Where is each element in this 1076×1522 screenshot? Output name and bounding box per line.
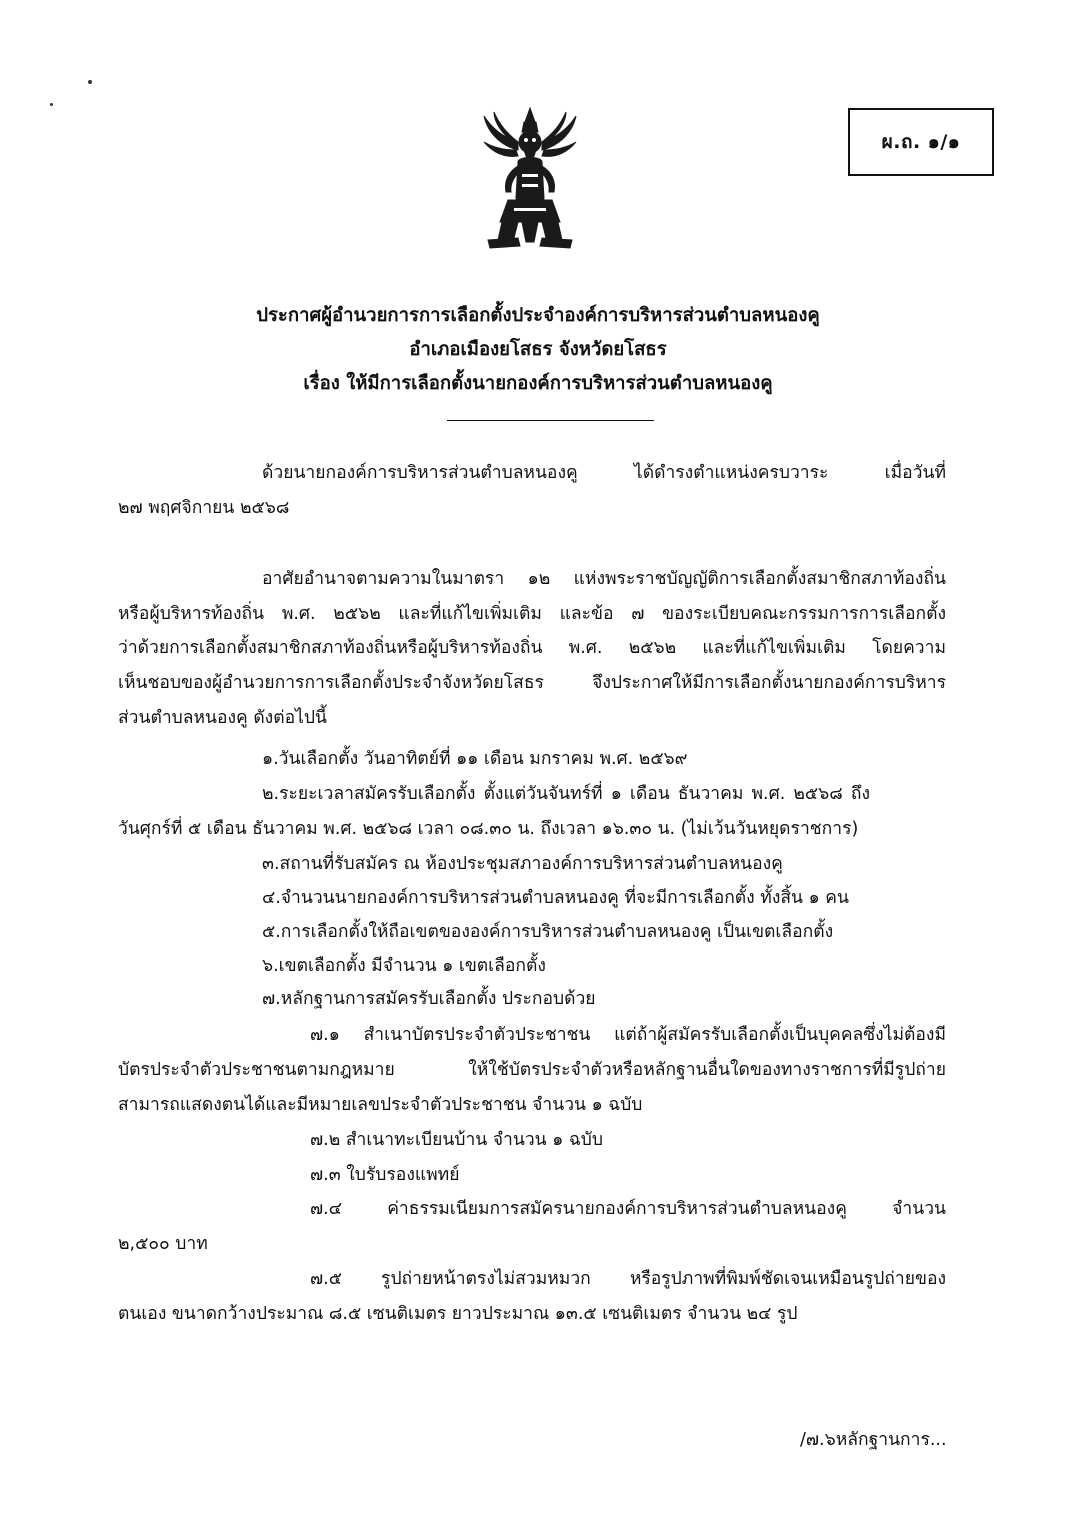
item-2-line-2: วันศุกร์ที่ ๕ เดือน ธันวาคม พ.ศ. ๒๕๖๘ เวลา ๐๘.๓๐ น. ถึงเวลา ๑๖.๓๐ น. (ไม่เว้นวันหยุดราชการ): [118, 819, 859, 839]
paragraph-2-line-4: เห็นชอบของผู้อำนวยการการเลือกตั้งประจำจังหวัดยโสธร จึงประกาศให้มีการเลือกตั้งนายกองค์การบริหาร: [118, 673, 946, 693]
title-line-3: เรื่อง ให้มีการเลือกตั้งนายกองค์การบริหารส่วนตำบลหนองคู: [303, 373, 773, 394]
form-code: ผ.ถ. ๑/๑: [881, 131, 961, 153]
title-line-1: ประกาศผู้อำนวยการการเลือกตั้งประจำองค์การบริหารส่วนตำบลหนองคู: [256, 305, 820, 326]
item-1: ๑.วันเลือกตั้ง วันอาทิตย์ที่ ๑๑ เดือน มกราคม พ.ศ. ๒๕๖๙: [262, 749, 688, 769]
sub-item-7-4-line-1: ๗.๔ ค่าธรรมเนียมการสมัครนายกองค์การบริหารส่วนตำบลหนองคู จำนวน: [310, 1199, 946, 1219]
garuda-emblem: [478, 106, 582, 252]
title-line-2: อำเภอเมืองยโสธร จังหวัดยโสธร: [409, 339, 667, 360]
item-6: ๖.เขตเลือกตั้ง มีจำนวน ๑ เขตเลือกตั้ง: [262, 956, 546, 976]
scan-speck: [50, 103, 53, 106]
item-5: ๕.การเลือกตั้งให้ถือเขตขององค์การบริหารส่วนตำบลหนองคู เป็นเขตเลือกตั้ง: [262, 922, 834, 942]
continuation-note: /๗.๖หลักฐานการ...: [800, 1430, 947, 1450]
paragraph-2-line-5: ส่วนตำบลหนองคู ดังต่อไปนี้: [118, 708, 327, 728]
sub-item-7-4-line-2: ๒,๕๐๐ บาท: [118, 1234, 208, 1254]
title-divider: [447, 420, 654, 421]
item-7: ๗.หลักฐานการสมัครรับเลือกตั้ง ประกอบด้วย: [262, 989, 596, 1009]
sub-item-7-1-line-2: บัตรประจำตัวประชาชนตามกฎหมาย ให้ใช้บัตรประจำตัวหรือหลักฐานอื่นใดของทางราชการที่มีรูปถ่าย: [118, 1060, 946, 1080]
paragraph-1-line-2: ๒๗ พฤศจิกายน ๒๕๖๘: [118, 498, 290, 518]
item-4: ๔.จำนวนนายกองค์การบริหารส่วนตำบลหนองคู ที่จะมีการเลือกตั้ง ทั้งสิ้น ๑ คน: [262, 888, 849, 908]
sub-item-7-1-line-1: ๗.๑ สำเนาบัตรประจำตัวประชาชน แต่ถ้าผู้สมัครรับเลือกตั้งเป็นบุคคลซึ่งไม่ต้องมี: [310, 1025, 946, 1045]
item-3: ๓.สถานที่รับสมัคร ณ ห้องประชุมสภาองค์การบริหารส่วนตำบลหนองคู: [262, 854, 783, 874]
sub-item-7-2: ๗.๒ สำเนาทะเบียนบ้าน จำนวน ๑ ฉบับ: [310, 1130, 604, 1150]
paragraph-2-line-1: อาศัยอำนาจตามความในมาตรา ๑๒ แห่งพระราชบัญญัติการเลือกตั้งสมาชิกสภาท้องถิ่น: [262, 569, 946, 589]
paragraph-2-line-2: หรือผู้บริหารท้องถิ่น พ.ศ. ๒๕๖๒ และที่แก้ไขเพิ่มเติม และข้อ ๗ ของระเบียบคณะกรรมการการเลือกตั้ง: [118, 604, 946, 624]
form-code-box: [848, 108, 994, 176]
sub-item-7-5-line-2: ตนเอง ขนาดกว้างประมาณ ๘.๕ เซนติเมตร ยาวประมาณ ๑๓.๕ เซนติเมตร จำนวน ๒๔ รูป: [118, 1304, 798, 1324]
scan-speck: [88, 80, 92, 84]
sub-item-7-5-line-1: ๗.๕ รูปถ่ายหน้าตรงไม่สวมหมวก หรือรูปภาพที่พิมพ์ชัดเจนเหมือนรูปถ่ายของ: [310, 1269, 946, 1289]
paragraph-2-line-3: ว่าด้วยการเลือกตั้งสมาชิกสภาท้องถิ่นหรือผู้บริหารท้องถิ่น พ.ศ. ๒๕๖๒ และที่แก้ไขเพิ่มเติม โดยความ: [118, 638, 946, 658]
paragraph-1-line-1: ด้วยนายกองค์การบริหารส่วนตำบลหนองคู ได้ดำรงตำแหน่งครบวาระ เมื่อวันที่: [262, 463, 946, 483]
sub-item-7-1-line-3: สามารถแสดงตนได้และมีหมายเลขประจำตัวประชาชน จำนวน ๑ ฉบับ: [118, 1095, 643, 1115]
item-2-line-1: ๒.ระยะเวลาสมัครรับเลือกตั้ง ตั้งแต่วันจันทร์ที่ ๑ เดือน ธันวาคม พ.ศ. ๒๕๖๘ ถึง: [262, 784, 870, 804]
sub-item-7-3: ๗.๓ ใบรับรองแพทย์: [310, 1165, 460, 1185]
